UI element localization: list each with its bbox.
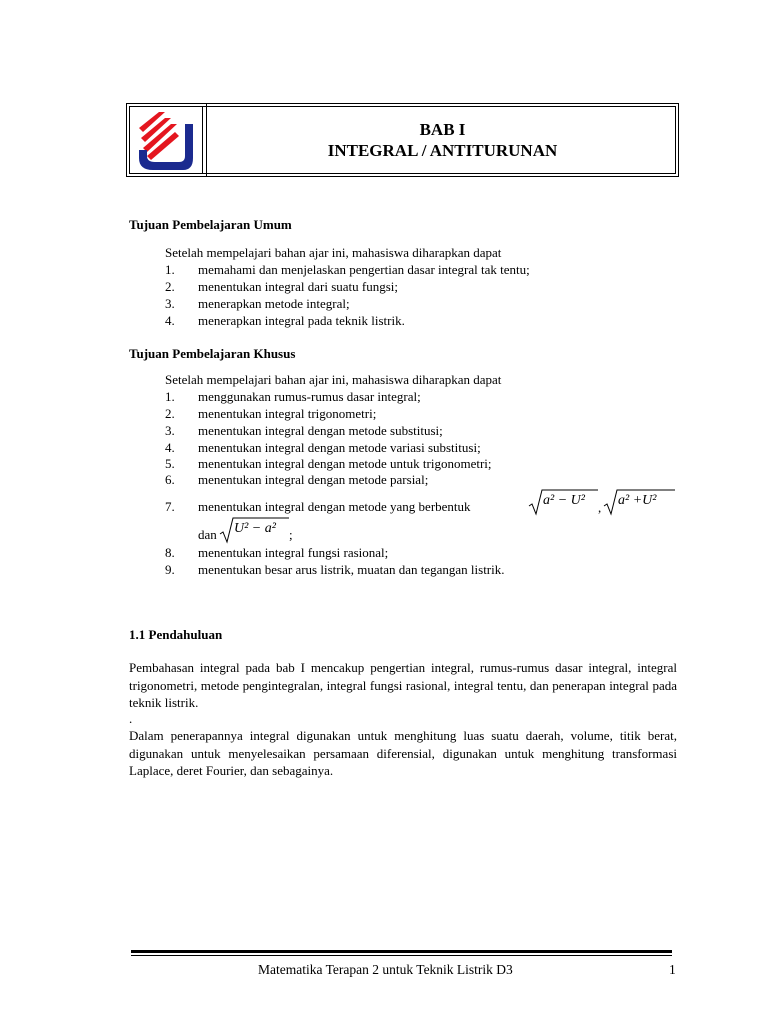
page-number: 1 — [669, 962, 676, 977]
formula-sqrt-a2-plus-u2 — [603, 488, 675, 520]
chapter-title: INTEGRAL / ANTITURUNAN — [327, 141, 558, 160]
khusus-heading: Tujuan Pembelajaran Khusus — [129, 346, 296, 361]
item-text: menentukan integral trigonometri; — [198, 406, 377, 421]
formula-sqrt-a2-minus-u2 — [528, 488, 598, 520]
university-logo-icon — [135, 110, 195, 172]
item-text: menentukan integral dengan metode substitusi; — [198, 423, 443, 438]
item-number: 2. — [165, 406, 175, 421]
chapter-title-cell — [207, 104, 678, 176]
formula-separator: , — [598, 500, 602, 515]
chapter-label: BAB I — [419, 120, 466, 139]
item-text: menerapkan metode integral; — [198, 296, 350, 311]
item-text: menerapkan integral pada teknik listrik. — [198, 313, 405, 328]
footer-rule-thin — [131, 955, 672, 956]
paragraph-dot: . — [129, 711, 133, 726]
item-text: menentukan besar arus listrik, muatan dan tegangan listrik. — [198, 562, 505, 577]
chapter-header-box — [126, 103, 679, 177]
item-text: menentukan integral dengan metode variasi substitusi; — [198, 440, 481, 455]
paragraph-1: Pembahasan integral pada bab I mencakup pengertian integral, rumus-rumus dasar integral, integral trigonometri, metode pengintegralan, integral fungsi rasional, integral tentu, dan penerapan integral pada teknik listrik. — [129, 660, 677, 710]
paragraph-2: Dalam penerapannya integral digunakan untuk menghitung luas suatu daerah, volume, titik berat, digunakan untuk menyelesaikan persamaan diferensial, digunakan untuk menghitung transformasi Laplace, deret Fourier, dan sebagainya. — [129, 728, 677, 778]
formula-sqrt-u2-minus-a2 — [219, 516, 289, 548]
item-text: menentukan integral dengan metode parsial; — [198, 472, 429, 487]
formula-text: U² − a² — [234, 521, 276, 536]
section-heading: 1.1 Pendahuluan — [129, 627, 223, 642]
item-number: 4. — [165, 313, 175, 328]
formula-dan-label: dan — [198, 527, 217, 542]
item-text: memahami dan menjelaskan pengertian dasar integral tak tentu; — [198, 262, 530, 277]
item-number: 1. — [165, 262, 175, 277]
item-number: 7. — [165, 499, 175, 514]
item-text: menentukan integral dari suatu fungsi; — [198, 279, 399, 294]
umum-heading: Tujuan Pembelajaran Umum — [129, 217, 292, 232]
item-text: menentukan integral dengan metode untuk trigonometri; — [198, 456, 492, 471]
umum-intro: Setelah mempelajari bahan ajar ini, mahasiswa diharapkan dapat — [165, 245, 502, 260]
item-text: menentukan integral dengan metode yang berbentuk — [198, 499, 471, 514]
item-number: 6. — [165, 472, 175, 487]
item-text: menentukan integral fungsi rasional; — [198, 545, 389, 560]
item-number: 2. — [165, 279, 175, 294]
item-number: 1. — [165, 389, 175, 404]
item-number: 8. — [165, 545, 175, 560]
item-number: 4. — [165, 440, 175, 455]
formula-text: a² +U² — [618, 493, 657, 508]
item-number: 9. — [165, 562, 175, 577]
item-number: 5. — [165, 456, 175, 471]
logo-cell — [127, 104, 207, 176]
khusus-intro: Setelah mempelajari bahan ajar ini, mahasiswa diharapkan dapat — [165, 372, 502, 387]
footer-rule-thick — [131, 950, 672, 953]
formula-text: a² − U² — [543, 493, 585, 508]
item-number: 3. — [165, 296, 175, 311]
formula-end: ; — [289, 527, 293, 542]
item-text: menggunakan rumus-rumus dasar integral; — [198, 389, 421, 404]
item-number: 3. — [165, 423, 175, 438]
footer-title: Matematika Terapan 2 untuk Teknik Listrik D3 — [258, 962, 513, 977]
